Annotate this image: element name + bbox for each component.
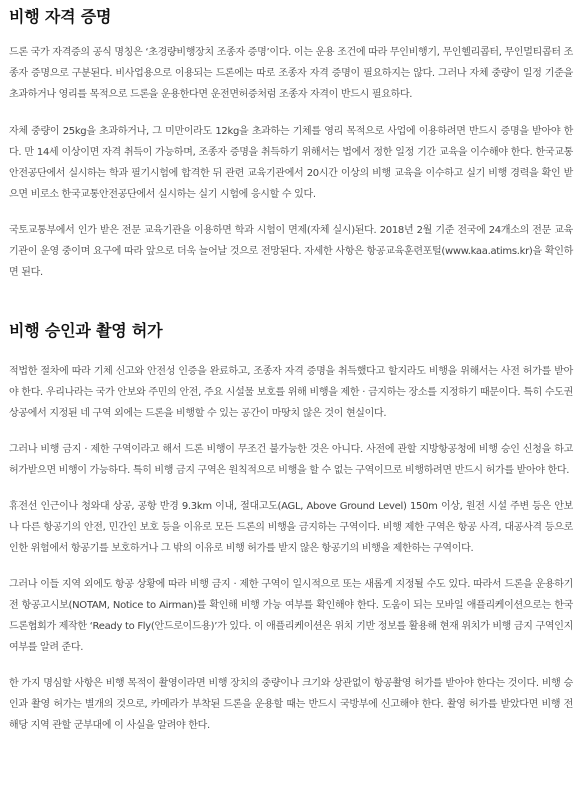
paragraph: 적법한 절차에 따라 기체 신고와 안전성 인증을 완료하고, 조종자 자격 증명을 취득했다고 할지라도 비행을 위해서는 사전 허가를 받아야 한다. 우리나라는 국가 안보와 주민의 안전, 주요 시설물 보호를 위해 비행을 제한 · 금지하는 장소를 지정하기 때문이다. 특히 수도권 상공에서 지정된 네 구역 외에는 드론을 비행할 수 있는 공간이 마땅치 않은 것이 현실이다. (9, 366, 573, 419)
paragraph: 국토교통부에서 인가 받은 전문 교육기관을 이용하면 학과 시험이 면제(자체 실시)된다. 2018년 2월 기준 전국에 24개소의 전문 교육기관이 운영 중이며 요구에 따라 앞으로 더욱 늘어날 것으로 전망된다. 자세한 사항은 항공교육훈련포털(www.kaa.atims.kr)을 확인하면 된다. (9, 225, 573, 278)
paragraph: 그러나 비행 금지 · 제한 구역이라고 해서 드론 비행이 무조건 불가능한 것은 아니다. 사전에 관할 지방항공청에 비행 승인 신청을 하고 허가받으면 비행이 가능하다. 특히 비행 금지 구역은 원칙적으로 비행을 할 수 없는 구역이므로 비행하려면 반드시 허가를 받아야 한다. (9, 444, 573, 476)
paragraph: 휴전선 인근이나 청와대 상공, 공항 반경 9.3km 이내, 절대고도(AGL, Above Ground Level) 150m 이상, 원전 시설 주변 등은 안보나 다른 항공기의 안전, 민간인 보호 등을 이유로 모든 드론의 비행을 금지하는 구역이다. 비행 제한 구역은 항공 사격, 대공사격 등으로 인한 위험에서 항공기를 보호하거나 그 밖의 이유로 비행 허가를 받지 않은 항공기의 비행을 제한하는 구역이다. (9, 501, 573, 554)
section-title: 비행 승인과 촬영 허가 (9, 321, 163, 340)
paragraph: 자체 중량이 25kg을 초과하거나, 그 미만이라도 12kg을 초과하는 기체를 영리 목적으로 사업에 이용하려면 반드시 증명을 받아야 한다. 만 14세 이상이면 자격 취득이 가능하며, 조종자 증명을 취득하기 위해서는 법에서 정한 일정 기간 교육을 이수해야 한다. 한국교통안전공단에서 실시하는 학과 필기시험에 합격한 뒤 관련 교육기관에서 20시간 이상의 비행 교육을 이수하고 실기 비행 경력을 확인 받으면 비로소 한국교통안전공단에서 실시하는 실기 시험에 응시할 수 있다. (9, 126, 573, 200)
paragraph: 드론 국가 자격증의 공식 명칭은 ‘초경량비행장치 조종자 증명’이다. 이는 운용 조건에 따라 무인비행기, 무인헬리콥터, 무인멀티콥터 조종자 증명으로 구분된다. 비사업용으로 이용되는 드론에는 따로 조종자 자격 증명이 필요하지는 않다. 그러나 자체 중량이 일정 기준을 초과하거나 영리를 목적으로 드론을 운용한다면 운전면허증처럼 조종자 자격이 반드시 필요하다. (9, 47, 573, 100)
paragraph: 그러나 이들 지역 외에도 항공 상황에 따라 비행 금지 · 제한 구역이 일시적으로 또는 새롭게 지정될 수도 있다. 따라서 드론을 운용하기 전 항공고시보(NOTAM, Notice to Airman)를 확인해 비행 가능 여부를 확인해야 한다. 도움이 되는 모바일 애플리케이션으로는 한국드론협회가 제작한 ‘Ready to Fly(안드로이드용)’가 있다. 이 애플리케이션은 위치 기반 정보를 활용해 현재 위치가 비행 금지 구역인지 여부를 알려 준다. (9, 579, 573, 653)
section-flight-approval (9, 321, 586, 736)
section-flight-qualification (9, 0, 586, 283)
section-title: 비행 자격 증명 (9, 7, 112, 26)
paragraph: 한 가지 명심할 사항은 비행 목적이 촬영이라면 비행 장치의 중량이나 크기와 상관없이 항공촬영 허가를 받아야 한다는 것이다. 비행 승인과 촬영 허가는 별개의 것으로, 카메라가 부착된 드론을 운용할 때는 반드시 국방부에 신고해야 한다. 촬영 허가를 받았다면 비행 전 해당 지역 관할 군부대에 이 사실을 알려야 한다. (9, 678, 573, 731)
